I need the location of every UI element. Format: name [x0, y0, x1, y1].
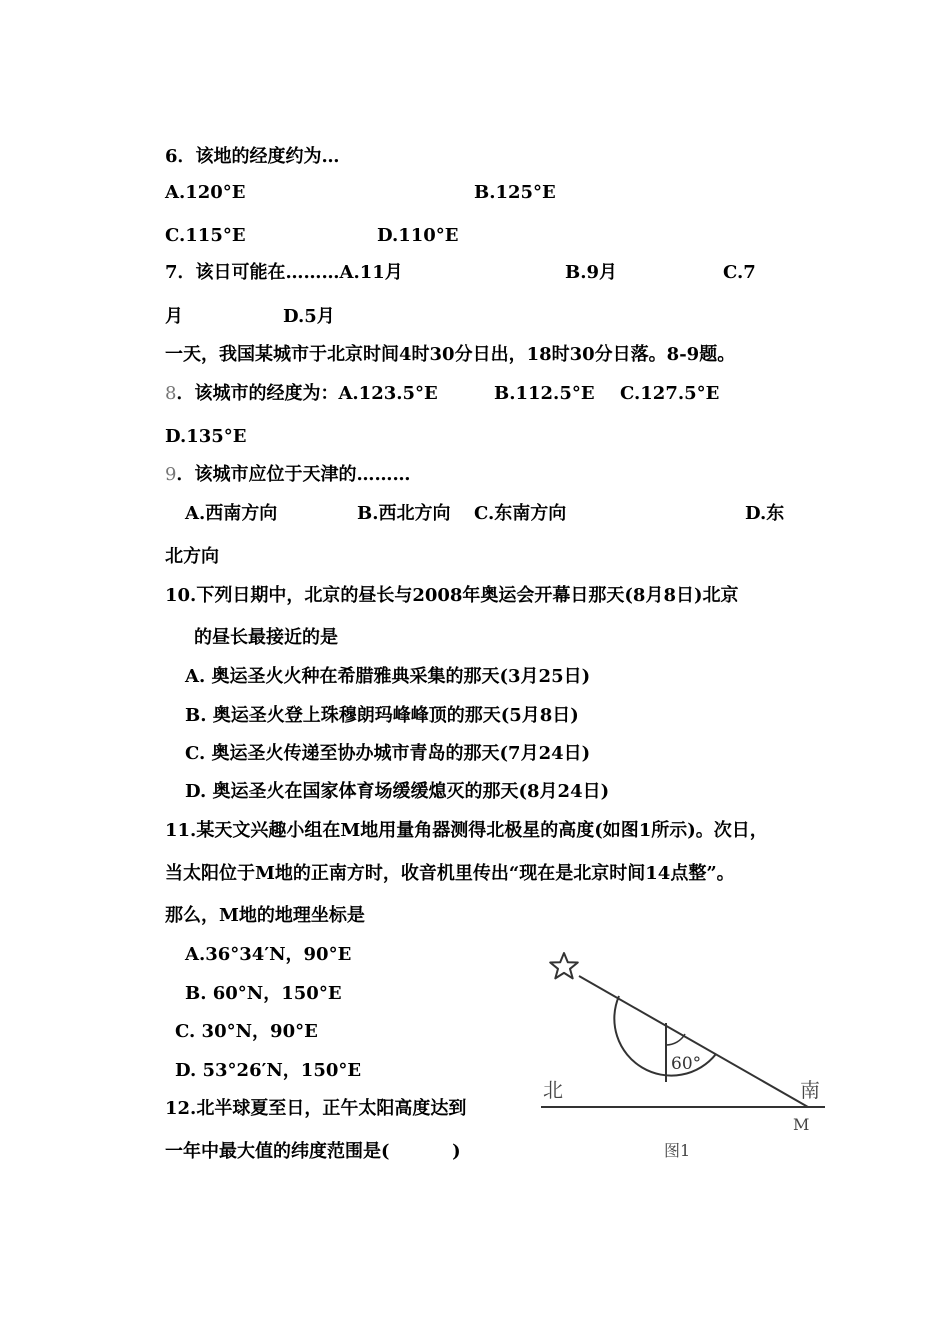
intro-8-9: 一天，我国某城市于北京时间4时30分日出，18时30分日落。8-9题。 — [165, 344, 736, 365]
q11-stem-line1: 11.某天文兴趣小组在M地用量角器测得北极星的高度(如图1所示)。次日， — [165, 820, 768, 841]
figure-1 — [527, 945, 827, 1169]
q6-option-d: D.110°E — [377, 225, 459, 246]
q8-stem-text: ．该城市的经度为：A.123.5°E — [176, 383, 438, 404]
north-label: 北 — [543, 1078, 563, 1102]
star-icon — [550, 953, 578, 978]
q8-option-b: B.112.5°E — [494, 383, 595, 404]
q9-option-a: A.西南方向 — [185, 503, 278, 524]
q7-option-c: C.7 — [723, 262, 756, 283]
q10-stem-line2: 的昼长最接近的是 — [194, 627, 338, 648]
q7-option-c-cont: 月 — [165, 306, 183, 327]
q8-stem — [165, 383, 438, 405]
q12-stem-line1: 12.北半球夏至日，正午太阳高度达到 — [165, 1098, 467, 1119]
q10-option-b: B. 奥运圣火登上珠穆朗玛峰峰顶的那天(5月8日) — [185, 705, 579, 726]
q11-option-c: C. 30°N，90°E — [175, 1021, 318, 1042]
q9-stem-text: ．该城市应位于天津的……… — [176, 464, 411, 485]
q11-option-a: A.36°34′N，90°E — [185, 944, 352, 965]
q6-option-c: C.115°E — [165, 225, 246, 246]
q8-number: 8 — [165, 383, 177, 404]
q11-stem-line3: 那么，M地的地理坐标是 — [165, 905, 365, 926]
q6-option-a: A.120°E — [165, 182, 246, 203]
q8-option-d: D.135°E — [165, 426, 247, 447]
q10-option-d: D. 奥运圣火在国家体育场缓缓熄灭的那天(8月24日) — [185, 781, 610, 802]
figure-caption: 图1 — [664, 1141, 691, 1160]
q11-option-b: B. 60°N，150°E — [185, 983, 342, 1004]
angle-label: 60° — [671, 1054, 702, 1074]
q6-option-b: B.125°E — [474, 182, 556, 203]
sight-line — [579, 976, 808, 1107]
q9-option-d-cont: 北方向 — [165, 546, 219, 567]
q9-option-b: B.西北方向 — [357, 503, 451, 524]
q10-option-c: C. 奥运圣火传递至协办城市青岛的那天(7月24日) — [185, 743, 591, 764]
point-m-label: M — [793, 1115, 810, 1134]
q6-stem: 6．该地的经度约为… — [165, 146, 340, 167]
q10-stem-line1: 10.下列日期中，北京的昼长与2008年奥运会开幕日那天(8月8日)北京 — [165, 585, 739, 606]
q8-option-c: C.127.5°E — [620, 383, 720, 404]
q7-option-d: D.5月 — [283, 306, 335, 327]
q7-option-b: B.9月 — [565, 262, 618, 283]
q9-option-c: C.东南方向 — [474, 503, 567, 524]
q11-stem-line2: 当太阳位于M地的正南方时，收音机里传出“现在是北京时间14点整”。 — [165, 863, 735, 884]
q12-stem-line2: 一年中最大值的纬度范围是( ) — [165, 1141, 461, 1162]
q9-option-d: D.东 — [745, 503, 785, 524]
figure-1-diagram — [527, 945, 827, 1165]
q9-stem — [165, 464, 410, 486]
q11-option-d: D. 53°26′N，150°E — [175, 1060, 362, 1081]
q10-option-a: A. 奥运圣火火种在希腊雅典采集的那天(3月25日) — [185, 666, 591, 687]
south-label: 南 — [800, 1078, 820, 1102]
q9-number: 9 — [165, 464, 177, 485]
q7-stem: 7．该日可能在………A.11月 — [165, 262, 403, 283]
